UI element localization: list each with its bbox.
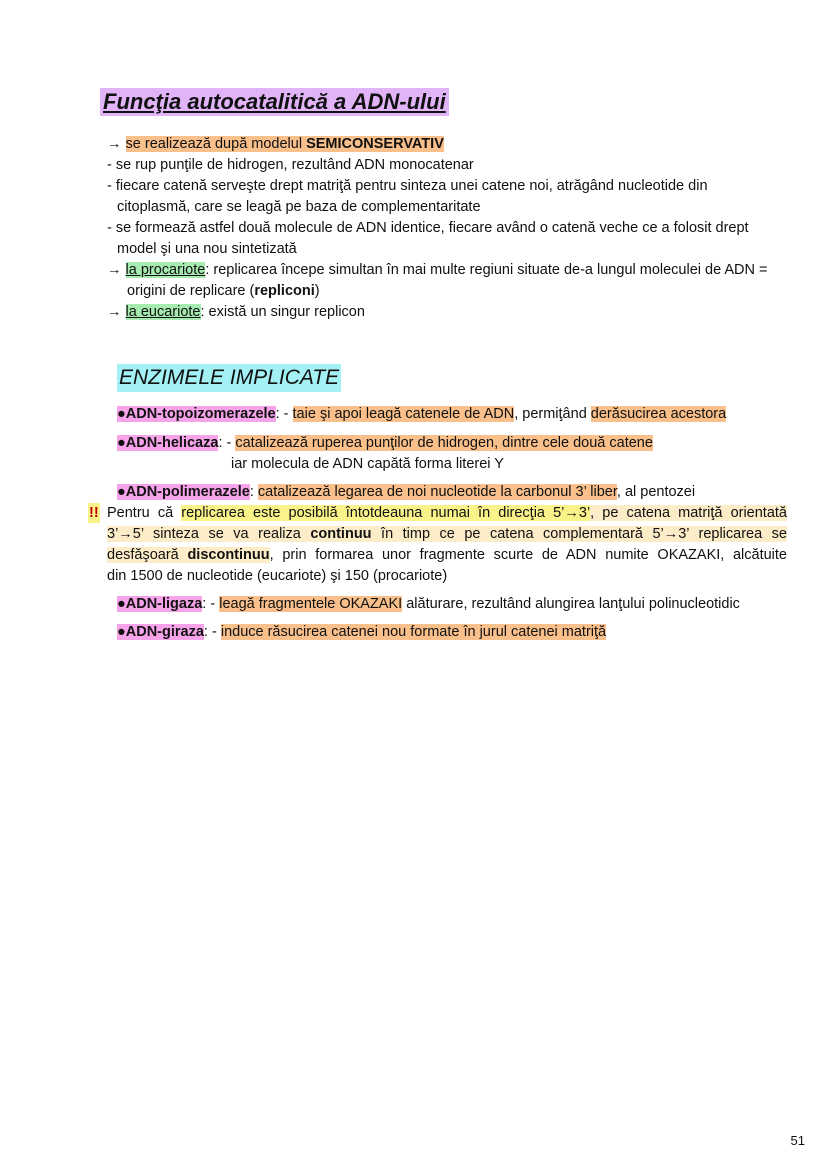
intro-line-procariote: → la procariote: replicarea începe simultan în mai multe regiuni situate de-a lungul moleculei de ADN = [107,262,768,278]
page-title: Funcţia autocatalitică a ADN-ului [100,88,449,116]
intro-line-6: model şi una nou sintetizată [117,241,297,257]
note-line-2: 3’→5’ sinteza se va realiza continuu în timp ce pe catena complementară 5’→3’ replicarea se [107,526,787,542]
intro-line-2: - se rup punţile de hidrogen, rezultând ADN monocatenar [107,157,474,173]
intro-line-5: - se formează astfel două molecule de ADN identice, fiecare având o catenă veche ce a folosit drept [107,220,749,236]
intro-line-eucariote: → la eucariote: există un singur replicon [107,304,365,320]
page-number: 51 [790,1133,805,1148]
enzymes-heading: ENZIMELE IMPLICATE [117,364,341,392]
note-line-3: desfăşoară discontinuu, prin formarea unor fragmente scurte de ADN numite OKAZAKI, alcătuite [107,547,787,563]
enzyme-giraza: ●ADN-giraza: - induce răsucirea catenei nou formate în jurul catenei matriţă [117,624,607,640]
intro-line-1: → se realizează după modelul SEMICONSERVATIV [107,136,444,152]
enzyme-ligaza: ●ADN-ligaza: - leagă fragmentele OKAZAKI alăturare, rezultând alungirea lanţului polinucleotidic [117,596,740,612]
intro-line-3: - fiecare catenă serveşte drept matriţă pentru sinteza unei catene noi, atrăgând nucleotide din [107,178,708,194]
enzyme-polimeraze: ●ADN-polimerazele: catalizează legarea de noi nucleotide la carbonul 3’ liber, al pentozei [117,484,696,500]
enzyme-helicaza: ●ADN-helicaza: - catalizează ruperea punţilor de hidrogen, dintre cele două catene [117,435,653,451]
intro-line-repliconi: origini de replicare (repliconi) [127,283,320,299]
enzyme-helicaza-line-2: iar molecula de ADN capătă forma literei Y [231,456,504,472]
enzyme-topoizomeraze: ●ADN-topoizomerazele: - taie şi apoi leagă catenele de ADN, permiţând derăsucirea acestora [117,406,727,422]
note-line-1: Pentru că replicarea este posibilă întotdeauna numai în direcţia 5’→3’, pe catena matriţă orientată [107,505,787,521]
note-line-4: din 1500 de nucleotide (eucariote) şi 150 (procariote) [107,568,448,584]
warning-mark: !! [89,505,99,521]
intro-line-4: citoplasmă, care se leagă pe baza de complementaritate [117,199,481,215]
